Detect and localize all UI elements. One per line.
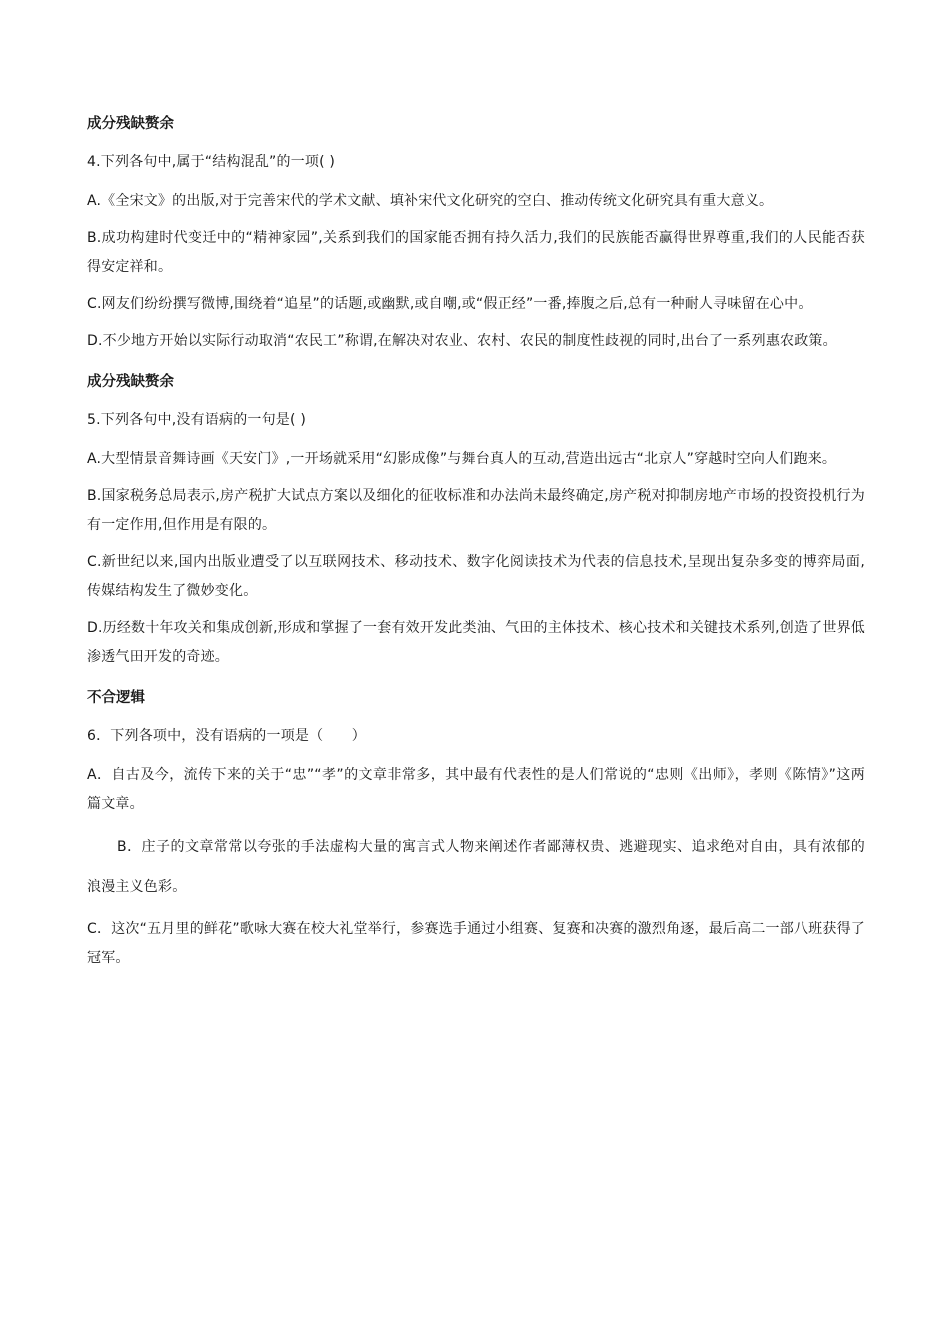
document-page: [87, 112, 865, 981]
question-4: 4.下列各句中,属于“结构混乱”的一项( ): [87, 154, 336, 170]
question-4-option-a: A.《全宋文》的出版,对于完善宋代的学术文献、填补宋代文化研究的空白、推动传统文化研究具有重大意义。: [87, 193, 774, 209]
section-heading: 成分残缺赘余: [87, 116, 174, 132]
question-5-option-c: C.新世纪以来,国内出版业遭受了以互联网技术、移动技术、数字化阅读技术为代表的信息技术,呈现出复杂多变的博弈局面,传媒结构发生了微妙变化。: [87, 554, 865, 599]
question-5: 5.下列各句中,没有语病的一句是( ): [87, 412, 306, 428]
question-6-option-a: A．自古及今，流传下来的关于“忠”“孝”的文章非常多，其中最有代表性的是人们常说的“忠则《出师》，孝则《陈情》”这两篇文章。: [87, 767, 865, 812]
question-5-option-d: D.历经数十年攻关和集成创新,形成和掌握了一套有效开发此类油、气田的主体技术、核心技术和关键技术系列,创造了世界低渗透气田开发的奇迹。: [87, 620, 865, 665]
question-6-option-c: C．这次“五月里的鲜花”歌咏大赛在校大礼堂举行，参赛选手通过小组赛、复赛和决赛的激烈角逐，最后高二一部八班获得了冠军。: [87, 921, 865, 966]
question-6-option-b: B．庄子的文章常常以夸张的手法虚构大量的寓言式人物来阐述作者鄙薄权贵、逃避现实、追求绝对自由，具有浓郁的浪漫主义色彩。: [87, 839, 865, 895]
question-4-option-c: C.网友们纷纷撰写微博,围绕着“追星”的话题,或幽默,或自嘲,或“假正经”一番,捧腹之后,总有一种耐人寻味留在心中。: [87, 296, 813, 312]
question-5-option-a: A.大型情景音舞诗画《天安门》,一开场就采用“幻影成像”与舞台真人的互动,营造出远古“北京人”穿越时空向人们跑来。: [87, 451, 837, 467]
question-4-option-d: D.不少地方开始以实际行动取消“农民工”称谓,在解决对农业、农村、农民的制度性歧视的同时,出台了一系列惠农政策。: [87, 333, 837, 349]
question-4-option-b: B.成功构建时代变迁中的“精神家园”,关系到我们的国家能否拥有持久活力,我们的民族能否赢得世界尊重,我们的人民能否获得安定祥和。: [87, 230, 865, 275]
question-6: 6．下列各项中，没有语病的一项是（ ）: [87, 728, 366, 744]
section-heading: 成分残缺赘余: [87, 374, 174, 390]
section-heading: 不合逻辑: [87, 690, 145, 706]
question-5-option-b: B.国家税务总局表示,房产税扩大试点方案以及细化的征收标准和办法尚未最终确定,房产税对抑制房地产市场的投资投机行为有一定作用,但作用是有限的。: [87, 488, 865, 533]
